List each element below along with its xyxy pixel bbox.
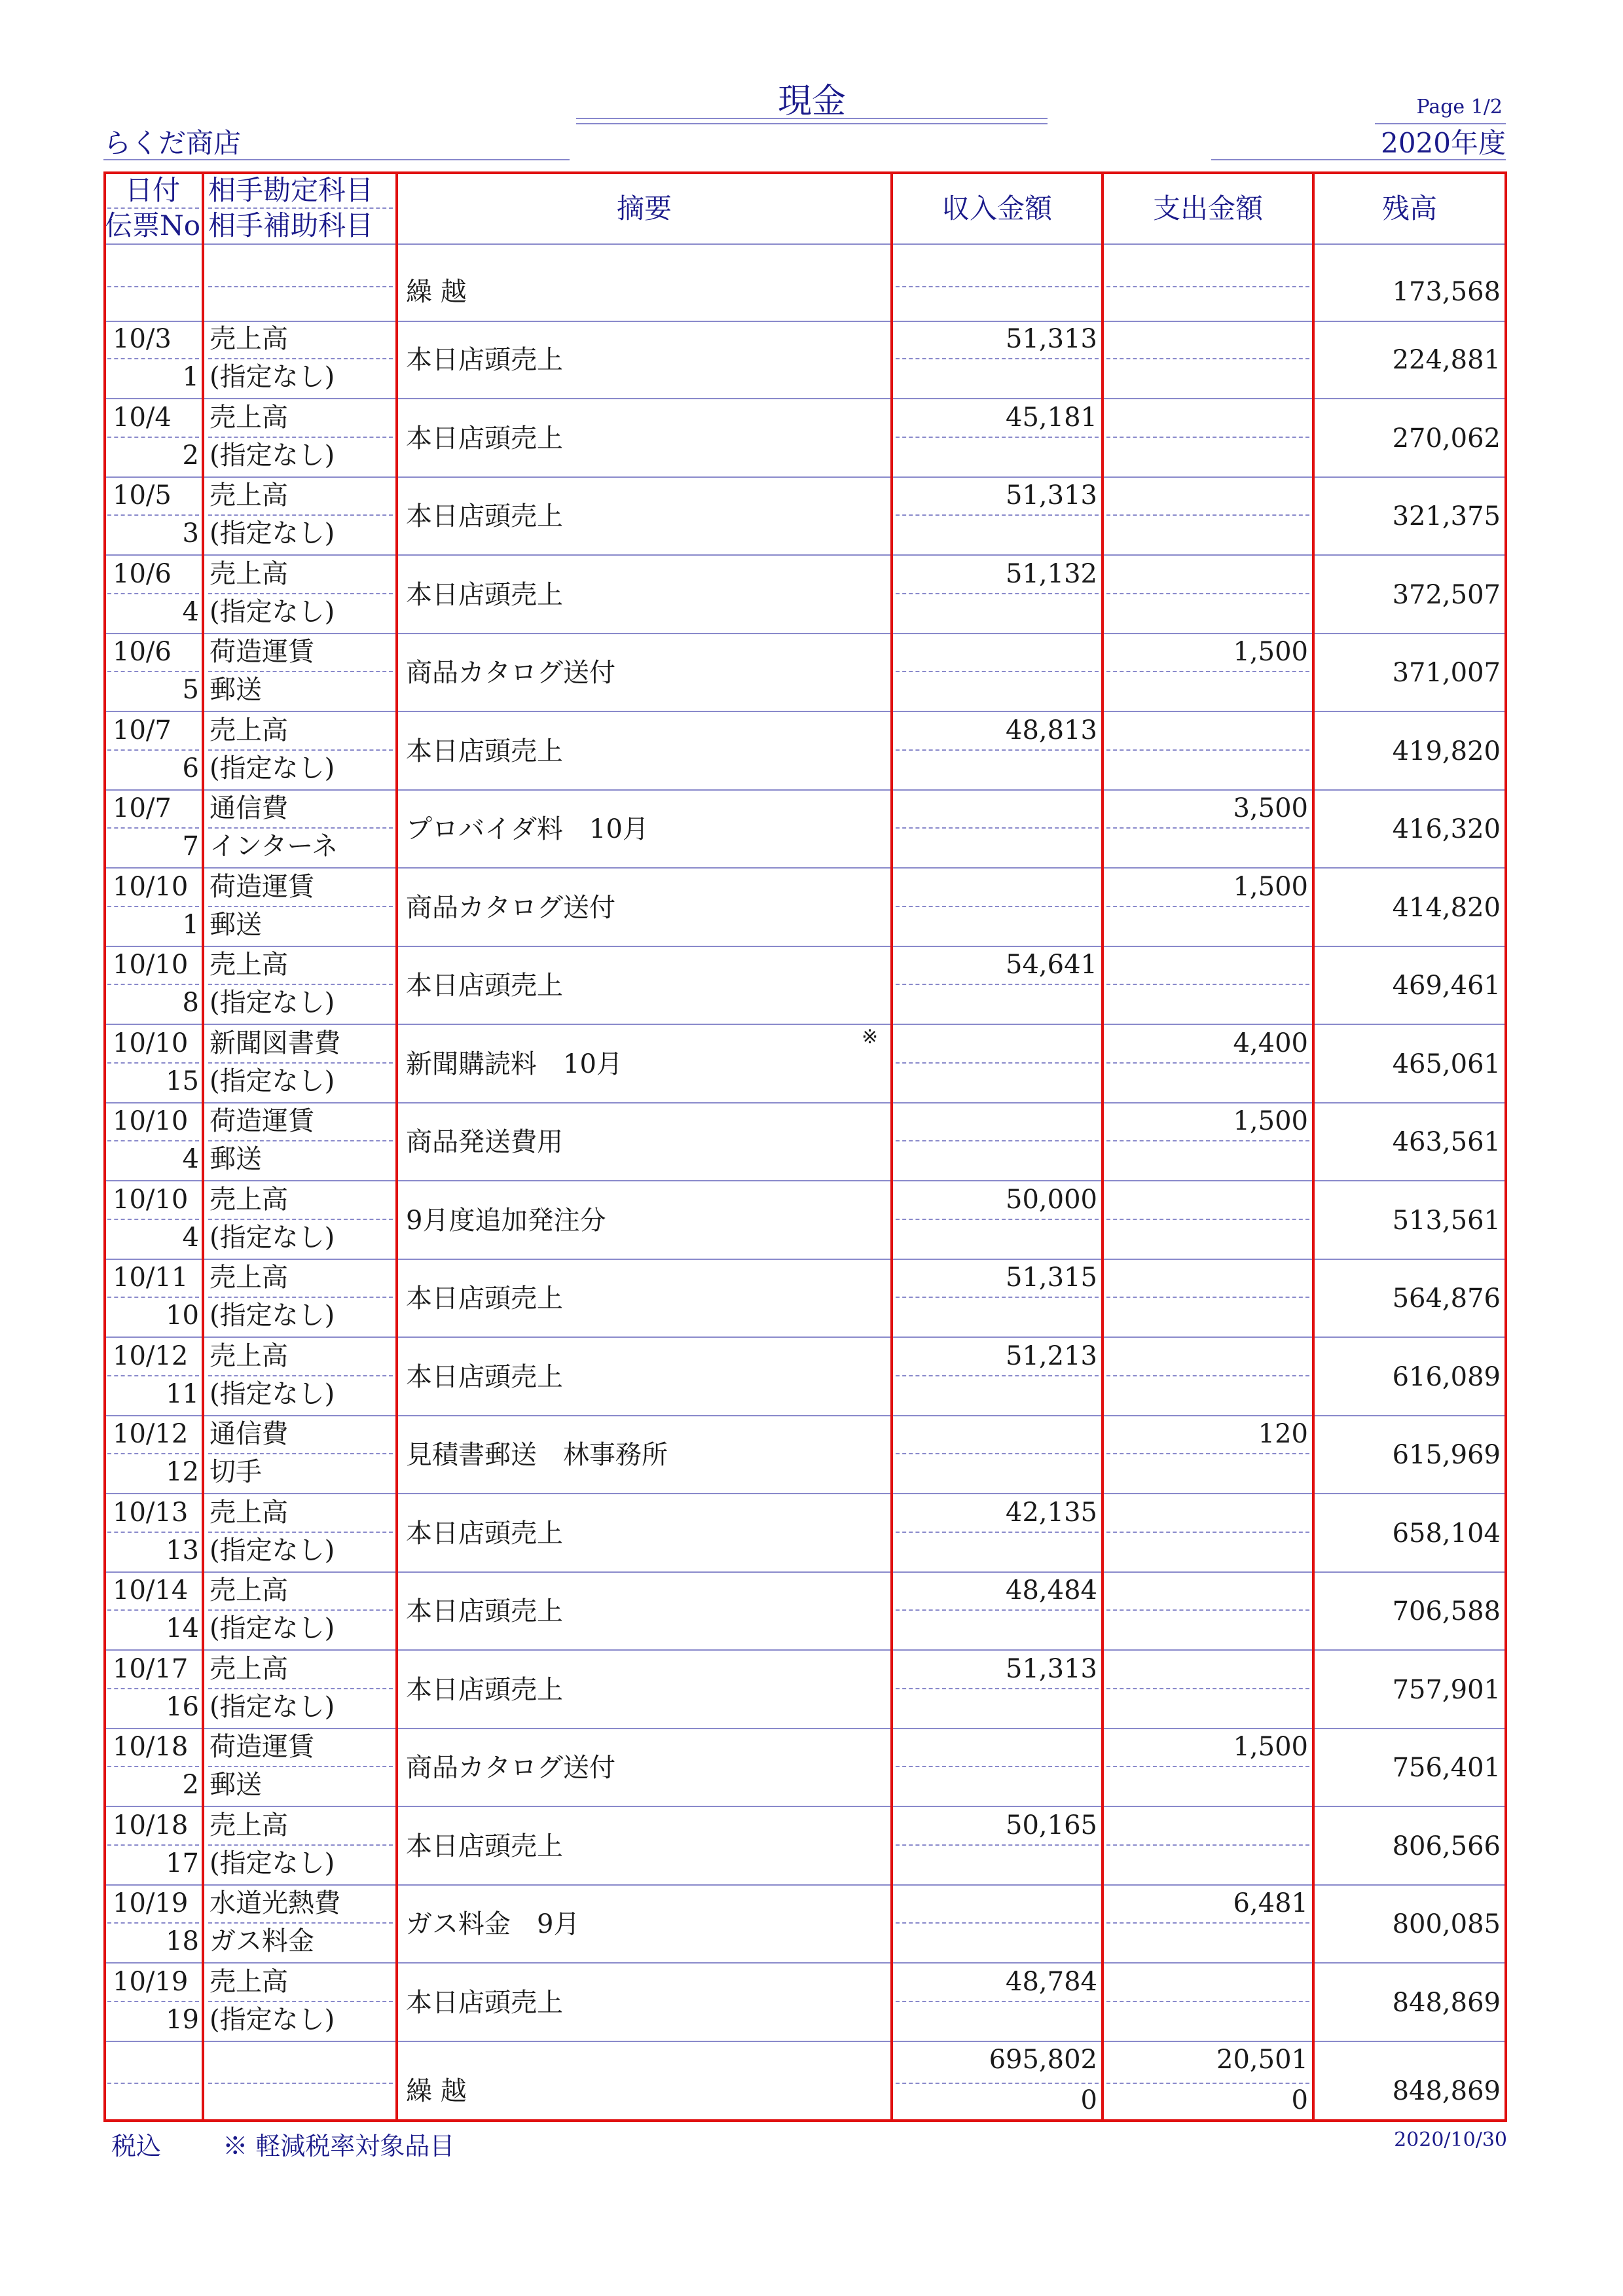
balance-amount: 800,085 (1392, 1909, 1501, 1939)
expense-amount: 3,500 (1233, 793, 1308, 823)
entry-summary: 商品カタログ送付 (406, 893, 615, 923)
balance-amount: 706,588 (1392, 1596, 1501, 1626)
slip-number: 15 (166, 1066, 199, 1096)
balance-amount: 419,820 (1392, 736, 1501, 766)
entry-date: 10/4 (113, 403, 172, 433)
sub-account-name: (指定なし) (210, 518, 335, 548)
tax-label: 税込 (111, 2132, 162, 2161)
carry-out-expense-tax: 0 (1291, 2085, 1308, 2115)
slip-number: 4 (182, 597, 199, 627)
entry-summary: 本日店頭売上 (406, 971, 563, 1001)
sub-account-name: (指定なし) (210, 1613, 335, 1643)
account-name: 売上高 (210, 1341, 288, 1371)
sub-account-name: (指定なし) (210, 1223, 335, 1253)
balance-amount: 513,561 (1392, 1206, 1501, 1236)
slip-number: 1 (182, 362, 199, 392)
income-amount: 51,132 (1006, 559, 1097, 589)
balance-amount: 372,507 (1392, 580, 1501, 610)
carry-out-income-tax: 0 (1080, 2085, 1097, 2115)
entry-summary: 商品発送費用 (406, 1127, 563, 1157)
balance-amount: 848,869 (1392, 1988, 1501, 2018)
entry-summary: 本日店頭売上 (406, 345, 563, 375)
shop-underline (103, 159, 570, 160)
table-border (103, 171, 1507, 2122)
sub-account-name: 郵送 (210, 1770, 262, 1800)
account-name: 新聞図書費 (210, 1028, 340, 1058)
expense-amount: 120 (1258, 1419, 1308, 1449)
carry-in-balance: 173,568 (1392, 277, 1501, 307)
entry-date: 10/5 (113, 480, 172, 511)
entry-summary: 本日店頭売上 (406, 1362, 563, 1392)
col-account: 相手勘定科目 (208, 174, 374, 206)
balance-amount: 616,089 (1392, 1362, 1501, 1392)
income-amount: 48,813 (1006, 715, 1097, 745)
entry-date: 10/12 (113, 1419, 189, 1449)
entry-date: 10/10 (113, 1028, 189, 1058)
carry-out-income: 695,802 (989, 2045, 1097, 2075)
slip-number: 7 (182, 831, 199, 861)
sub-account-name: (指定なし) (210, 1379, 335, 1409)
slip-number: 4 (182, 1223, 199, 1253)
slip-number: 17 (166, 1848, 199, 1878)
year-underline (1211, 159, 1506, 160)
slip-number: 4 (182, 1144, 199, 1174)
reduced-tax-mark: ※ (862, 1026, 879, 1049)
entry-summary: 9月度追加発注分 (406, 1206, 606, 1236)
entry-date: 10/19 (113, 1888, 189, 1918)
entry-date: 10/10 (113, 872, 189, 902)
sub-account-name: (指定なし) (210, 597, 335, 627)
balance-amount: 465,061 (1392, 1049, 1501, 1079)
account-name: 売上高 (210, 480, 288, 511)
balance-amount: 658,104 (1392, 1518, 1501, 1549)
slip-number: 1 (182, 910, 199, 940)
account-name: 売上高 (210, 1498, 288, 1528)
fiscal-year: 2020年度 (1381, 127, 1506, 159)
entry-summary: 本日店頭売上 (406, 1596, 563, 1626)
slip-number: 8 (182, 988, 199, 1018)
col-date: 日付 (124, 174, 180, 206)
col-separator (890, 171, 893, 2122)
balance-amount: 416,320 (1392, 814, 1501, 844)
sub-account-name: (指定なし) (210, 1066, 335, 1096)
income-amount: 51,313 (1006, 1654, 1097, 1684)
col-separator (1312, 171, 1315, 2122)
account-name: 売上高 (210, 1185, 288, 1215)
expense-amount: 4,400 (1233, 1028, 1308, 1058)
page-number: Page 1/2 (1416, 96, 1503, 118)
income-amount: 50,000 (1006, 1185, 1097, 1215)
col-separator (202, 171, 204, 2122)
footer-notes (111, 2126, 454, 2162)
slip-number: 2 (182, 1770, 199, 1800)
entry-summary: 新聞購読料 10月 (406, 1049, 623, 1079)
balance-amount: 321,375 (1392, 501, 1501, 531)
print-date: 2020/10/30 (1394, 2128, 1507, 2151)
carry-in-summary: 繰 越 (406, 277, 467, 307)
entry-date: 10/7 (113, 715, 172, 745)
sub-account-name: 郵送 (210, 910, 262, 940)
entry-date: 10/3 (113, 324, 172, 354)
income-amount: 51,315 (1006, 1263, 1097, 1293)
expense-amount: 1,500 (1233, 872, 1308, 902)
entry-summary: 見積書郵送 林事務所 (406, 1440, 668, 1470)
income-amount: 48,484 (1006, 1575, 1097, 1605)
balance-amount: 463,561 (1392, 1127, 1501, 1157)
balance-amount: 224,881 (1392, 345, 1501, 375)
slip-number: 5 (182, 675, 199, 705)
account-name: 通信費 (210, 793, 288, 823)
entry-summary: 本日店頭売上 (406, 1518, 563, 1549)
balance-amount: 270,062 (1392, 423, 1501, 454)
slip-number: 13 (166, 1535, 199, 1566)
account-name: 水道光熱費 (210, 1888, 340, 1918)
account-name: 売上高 (210, 1967, 288, 1997)
entry-summary: 本日店頭売上 (406, 423, 563, 454)
account-name: 売上高 (210, 403, 288, 433)
reduced-tax-note: ※ 軽減税率対象品目 (223, 2132, 455, 2161)
account-name: 荷造運賃 (210, 1106, 314, 1136)
income-amount: 51,213 (1006, 1341, 1097, 1371)
sub-account-name: 郵送 (210, 1144, 262, 1174)
sub-account-name: (指定なし) (210, 2005, 335, 2035)
shop-name: らくだ商店 (103, 127, 242, 159)
entry-date: 10/17 (113, 1654, 189, 1684)
entry-date: 10/10 (113, 1185, 189, 1215)
entry-summary: 本日店頭売上 (406, 1283, 563, 1314)
entry-date: 10/10 (113, 1106, 189, 1136)
col-summary: 摘要 (616, 192, 672, 224)
sub-account-name: (指定なし) (210, 1848, 335, 1878)
balance-amount: 371,007 (1392, 658, 1501, 688)
balance-amount: 414,820 (1392, 893, 1501, 923)
carry-out-summary: 繰 越 (406, 2076, 467, 2106)
account-name: 売上高 (210, 1263, 288, 1293)
carry-out-expense: 20,501 (1216, 2045, 1308, 2075)
expense-amount: 1,500 (1233, 637, 1308, 667)
title-underline-2 (576, 123, 1048, 124)
sub-account-name: (指定なし) (210, 753, 335, 783)
slip-number: 14 (166, 1613, 199, 1643)
slip-number: 10 (166, 1300, 199, 1331)
balance-amount: 806,566 (1392, 1831, 1501, 1861)
account-name: 売上高 (210, 559, 288, 589)
income-amount: 51,313 (1006, 324, 1097, 354)
entry-summary: 本日店頭売上 (406, 580, 563, 610)
sub-account-name: (指定なし) (210, 1692, 335, 1722)
sub-account-name: インターネ (210, 831, 338, 861)
account-name: 荷造運賃 (210, 1732, 314, 1762)
carry-out-balance: 848,869 (1392, 2076, 1501, 2106)
income-amount: 54,641 (1006, 950, 1097, 980)
slip-number: 18 (166, 1926, 199, 1956)
entry-summary: ガス料金 9月 (406, 1909, 580, 1939)
entry-date: 10/7 (113, 793, 172, 823)
account-name: 売上高 (210, 324, 288, 354)
entry-summary: 本日店頭売上 (406, 501, 563, 531)
expense-amount: 1,500 (1233, 1106, 1308, 1136)
entry-summary: プロバイダ料 10月 (406, 814, 649, 844)
entry-summary: 本日店頭売上 (406, 736, 563, 766)
slip-number: 2 (182, 440, 199, 471)
col-slip: 伝票No (104, 209, 201, 242)
col-separator (395, 171, 398, 2122)
balance-amount: 615,969 (1392, 1440, 1501, 1470)
income-amount: 51,313 (1006, 480, 1097, 511)
entry-summary: 本日店頭売上 (406, 1675, 563, 1705)
entry-date: 10/19 (113, 1967, 189, 1997)
account-name: 売上高 (210, 1575, 288, 1605)
col-balance: 残高 (1381, 192, 1437, 224)
page-title: 現金 (777, 82, 846, 121)
sub-account-name: (指定なし) (210, 1535, 335, 1566)
sub-account-name: 郵送 (210, 675, 262, 705)
entry-date: 10/13 (113, 1498, 189, 1528)
entry-date: 10/18 (113, 1732, 189, 1762)
entry-date: 10/10 (113, 950, 189, 980)
sub-account-name: (指定なし) (210, 988, 335, 1018)
col-income: 収入金額 (941, 192, 1052, 224)
slip-number: 19 (166, 2005, 199, 2035)
balance-amount: 469,461 (1392, 971, 1501, 1001)
col-sub-account: 相手補助科目 (208, 209, 374, 242)
balance-amount: 757,901 (1392, 1675, 1501, 1705)
entry-summary: 商品カタログ送付 (406, 1753, 615, 1783)
balance-amount: 564,876 (1392, 1283, 1501, 1314)
income-amount: 45,181 (1006, 403, 1097, 433)
account-name: 通信費 (210, 1419, 288, 1449)
account-name: 荷造運賃 (210, 872, 314, 902)
sub-account-name: 切手 (210, 1457, 262, 1487)
income-amount: 50,165 (1006, 1810, 1097, 1840)
entry-date: 10/18 (113, 1810, 189, 1840)
sub-account-name: (指定なし) (210, 362, 335, 392)
slip-number: 6 (182, 753, 199, 783)
income-amount: 42,135 (1006, 1498, 1097, 1528)
account-name: 売上高 (210, 1654, 288, 1684)
entry-date: 10/12 (113, 1341, 189, 1371)
slip-number: 16 (166, 1692, 199, 1722)
entry-summary: 本日店頭売上 (406, 1988, 563, 2018)
entry-summary: 商品カタログ送付 (406, 658, 615, 688)
entry-date: 10/6 (113, 559, 172, 589)
account-name: 荷造運賃 (210, 637, 314, 667)
income-amount: 48,784 (1006, 1967, 1097, 1997)
cash-ledger-table (103, 171, 1507, 2122)
balance-amount: 756,401 (1392, 1753, 1501, 1783)
title-underline (576, 118, 1048, 119)
entry-date: 10/14 (113, 1575, 189, 1605)
col-separator (1101, 171, 1104, 2122)
account-name: 売上高 (210, 715, 288, 745)
slip-number: 11 (166, 1379, 199, 1409)
sub-account-name: (指定なし) (210, 440, 335, 471)
account-name: 売上高 (210, 1810, 288, 1840)
entry-date: 10/6 (113, 637, 172, 667)
entry-date: 10/11 (113, 1263, 189, 1293)
slip-number: 3 (182, 518, 199, 548)
expense-amount: 1,500 (1233, 1732, 1308, 1762)
col-expense: 支出金額 (1152, 192, 1263, 224)
entry-summary: 本日店頭売上 (406, 1831, 563, 1861)
expense-amount: 6,481 (1233, 1888, 1308, 1918)
slip-number: 12 (166, 1457, 199, 1487)
account-name: 売上高 (210, 950, 288, 980)
sub-account-name: ガス料金 (210, 1926, 314, 1956)
sub-account-name: (指定なし) (210, 1300, 335, 1331)
